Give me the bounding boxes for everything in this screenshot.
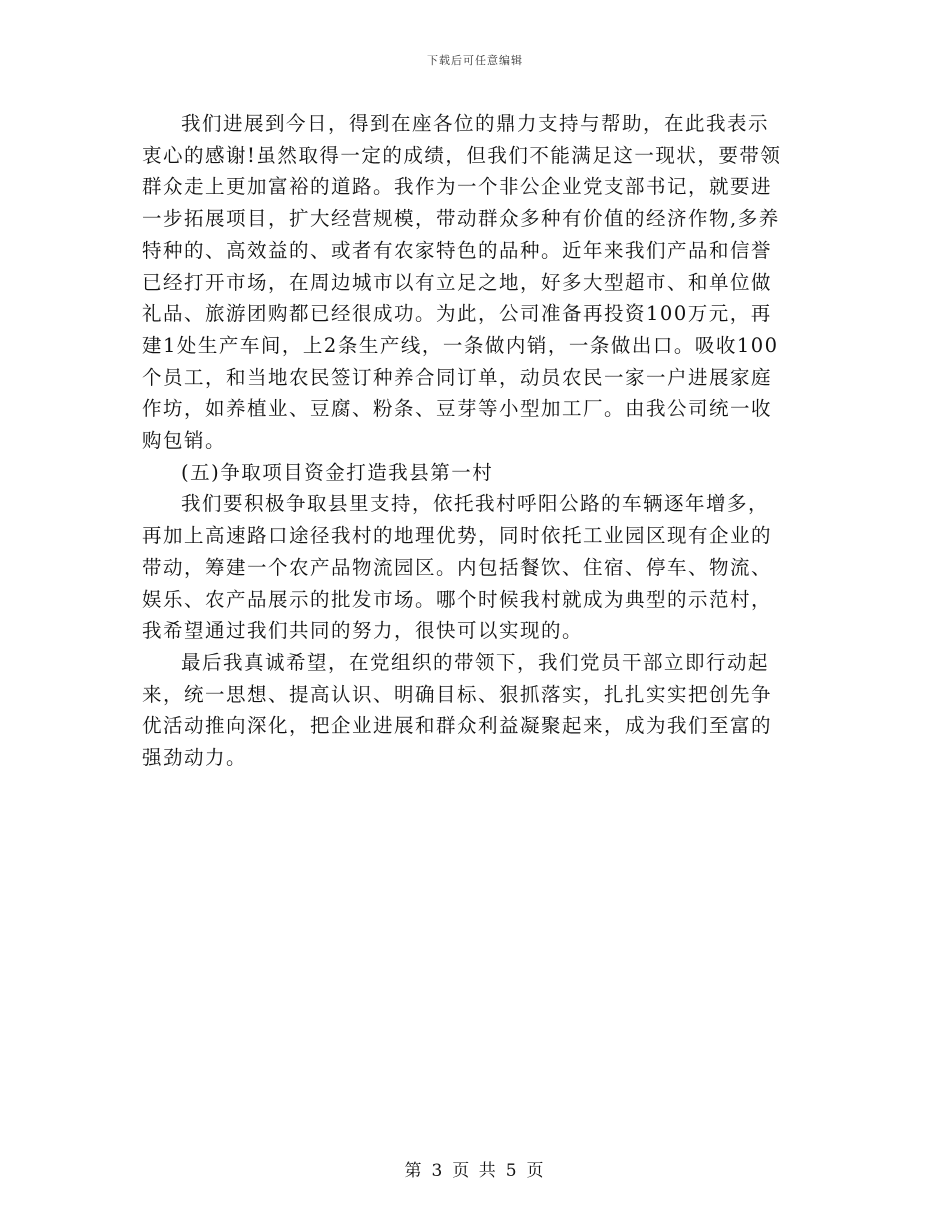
footer-prefix: 第 — [404, 1161, 424, 1181]
text-line: 我们进展到今日，得到在座各位的鼎力支持与帮助，在此我表示 — [181, 112, 770, 135]
text-line: 娱乐、农产品展示的批发市场。哪个时候我村就成为典型的示范村， — [142, 587, 773, 611]
text-line: 个员工，和当地农民签订种养合同订单，动员农民一家一户进展家庭 — [142, 365, 773, 389]
text-line: 特种的、高效益的、或者有农家特色的品种。近年来我们产品和信誉 — [142, 238, 773, 262]
section-heading — [142, 457, 802, 489]
text-line: 群众走上更加富裕的道路。我作为一个非公企业党支部书记，就要进 — [142, 175, 773, 199]
paragraph-closing — [142, 647, 802, 774]
text-line: 衷心的感谢!虽然取得一定的成绩，但我们不能满足这一现状，要带领 — [142, 143, 782, 167]
text-line: 最后我真诚希望，在党组织的带领下，我们党员干部立即行动起 — [181, 650, 770, 674]
heading-line: (五)争取项目资金打造我县第一村 — [181, 460, 494, 484]
text-line: 一步拓展项目，扩大经营规模，带动群众多种有价值的经济作物,多养 — [142, 207, 780, 231]
paragraph-expansion-plan — [142, 108, 802, 457]
footer-middle: 页 共 — [452, 1161, 498, 1181]
text-line: 强劲动力。 — [142, 746, 248, 770]
page-footer — [0, 1156, 950, 1181]
header-text: 下载后可任意编辑 — [427, 54, 523, 67]
page-header — [0, 52, 950, 68]
text-line: 我希望通过我们共同的努力，很快可以实现的。 — [142, 619, 584, 643]
text-line: 来，统一思想、提高认识、明确目标、狠抓落实，扎扎实实把创先争 — [142, 682, 773, 706]
paragraph-logistics-park — [142, 488, 802, 647]
text-line: 再加上高速路口途径我村的地理优势，同时依托工业园区现有企业的 — [142, 524, 773, 548]
text-line: 建1处生产车间，上2条生产线，一条做内销，一条做出口。吸收100 — [142, 333, 779, 357]
text-line: 作坊，如养植业、豆腐、粉条、豆芽等小型加工厂。由我公司统一收 — [142, 397, 773, 421]
document-body — [142, 108, 802, 774]
text-line: 已经打开市场，在周边城市以有立足之地，好多大型超市、和单位做 — [142, 270, 773, 294]
text-line: 我们要积极争取县里支持，依托我村呼阳公路的车辆逐年增多， — [181, 492, 770, 516]
footer-suffix: 页 — [526, 1161, 546, 1181]
text-line: 带动，筹建一个农产品物流园区。内包括餐饮、住宿、停车、物流、 — [142, 555, 773, 579]
current-page-number: 3 — [431, 1161, 445, 1181]
text-line: 优活动推向深化，把企业进展和群众利益凝聚起来，成为我们至富的 — [142, 714, 773, 738]
text-line: 礼品、旅游团购都已经很成功。为此，公司准备再投资100万元，再 — [142, 302, 772, 326]
text-line: 购包销。 — [142, 429, 227, 453]
total-page-count: 5 — [505, 1161, 519, 1181]
